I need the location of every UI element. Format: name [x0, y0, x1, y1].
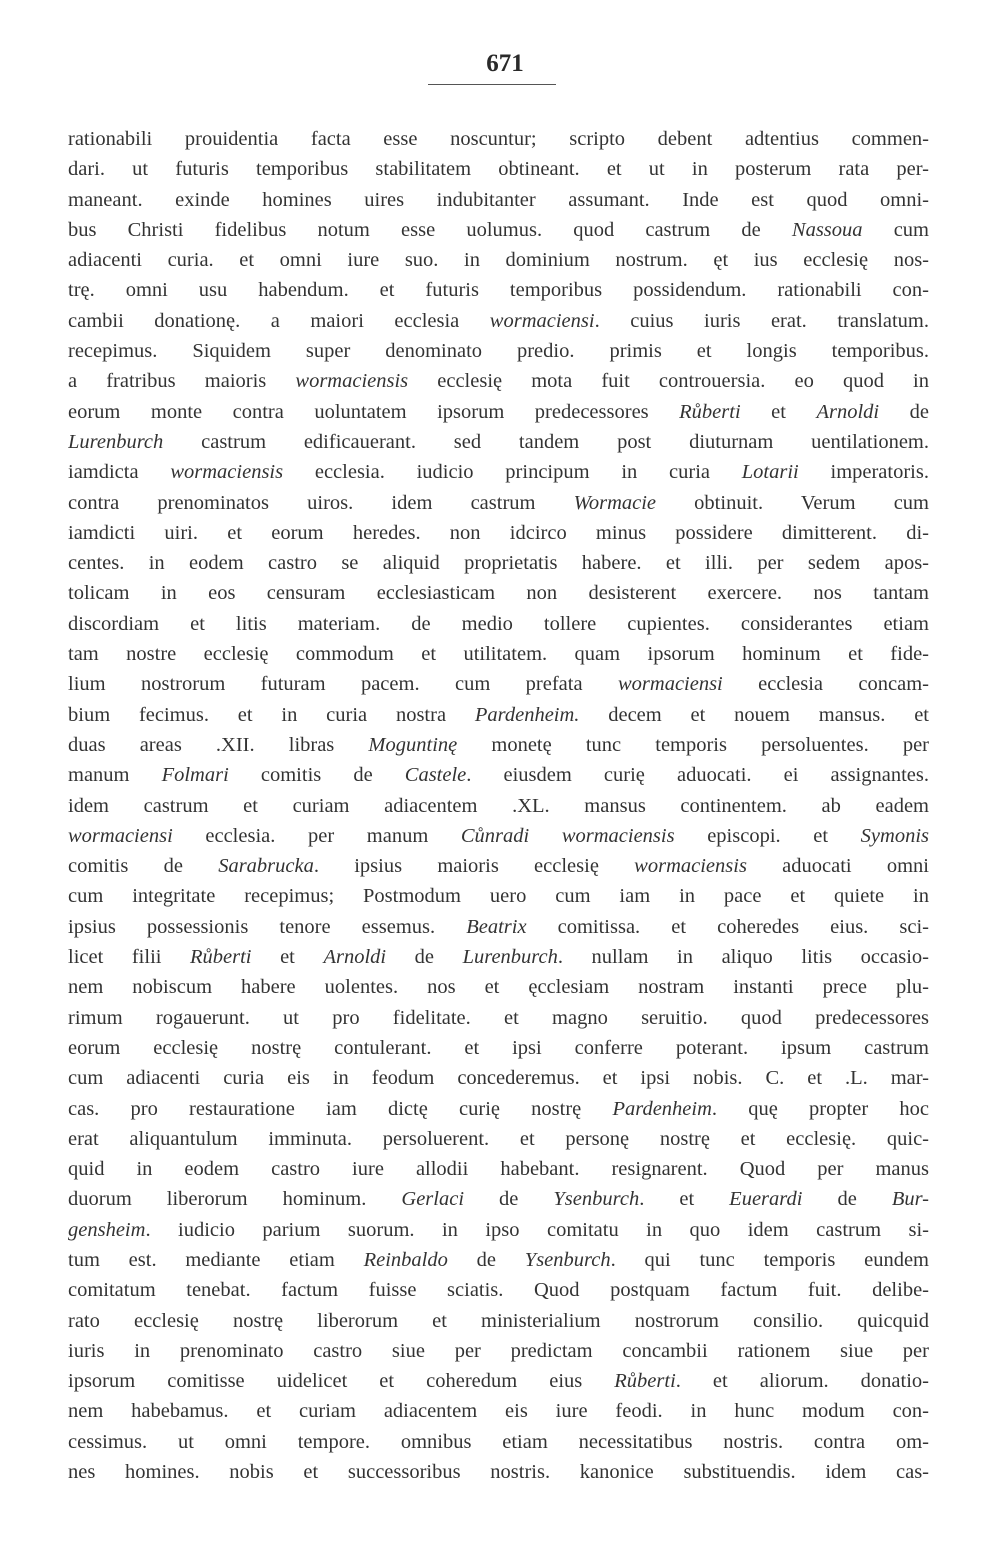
text-segment: idem castrum et curiam adiacentem .XL. mansus continentem. ab eadem [68, 794, 929, 817]
text-line [68, 1396, 929, 1426]
text-segment: lium nostrorum futuram pacem. cum prefata [68, 673, 618, 696]
text-segment: de [447, 1248, 525, 1271]
text-segment: eorum monte contra uoluntatem ipsorum predecessores [68, 400, 680, 423]
italic-name-segment: Nassoua [791, 218, 863, 241]
text-line [68, 791, 929, 821]
text-segment: eorum ecclesię nostrę contulerant. et ipsi conferre poterant. ipsum castrum [68, 1036, 929, 1059]
text-line [68, 154, 929, 184]
text-segment: . quę propter hoc [711, 1097, 929, 1120]
text-segment: cum [862, 218, 929, 241]
text-segment: de [802, 1188, 892, 1211]
text-segment: ecclesię mota fuit controuersia. eo quod in [408, 370, 929, 393]
text-segment: dari. ut futuris temporibus stabilitatem obtineant. et ut in posterum rata per- [68, 158, 929, 181]
text-segment: imperatoris. [798, 461, 929, 484]
italic-name-segment: wormaciensis [295, 370, 409, 393]
text-line [68, 881, 929, 911]
text-line [68, 275, 929, 305]
text-line [68, 851, 929, 881]
text-segment: licet filii [68, 946, 191, 969]
text-segment: cum integritate recepimus; Postmodum uero cum iam in pace et quiete in [68, 885, 929, 908]
text-line [68, 1336, 929, 1366]
italic-name-segment: Reinbaldo [363, 1248, 448, 1271]
text-segment: maneant. exinde homines uires indubitanter assumant. Inde est quod omni- [68, 188, 929, 211]
text-segment: obtinuit. Verum cum [656, 491, 929, 514]
italic-name-segment: Ysenburch [553, 1188, 640, 1211]
italic-name-segment: Růberti [190, 946, 252, 969]
text-line [68, 1124, 929, 1154]
text-segment: aduocati omni [746, 855, 929, 878]
text-segment: a fratribus maioris [68, 370, 296, 393]
text-segment: comitatum tenebat. factum fuisse sciatis. Quod postquam factum fuit. delibe- [68, 1279, 929, 1302]
text-line [68, 760, 929, 790]
text-segment: de [464, 1188, 554, 1211]
text-line [68, 1094, 929, 1124]
text-segment: . eiusdem curię aduocati. ei assignantes. [466, 764, 929, 787]
italic-name-segment: Cůnradi wormaciensis [460, 824, 675, 847]
text-segment: discordiam et litis materiam. de medio tollere cupientes. considerantes etiam [68, 612, 929, 635]
text-line [68, 821, 929, 851]
text-line [68, 548, 929, 578]
text-segment: cas. pro restauratione iam dictę curię nostrę [68, 1097, 613, 1120]
italic-name-segment: Euerardi [729, 1188, 803, 1211]
text-segment: adiacenti curia. et omni iure suo. in dominium nostrum. ęt ius ecclesię nos- [68, 249, 929, 272]
text-segment: bus Christi fidelibus notum esse uolumus. quod castrum de [68, 218, 792, 241]
text-segment: monetę tunc temporis persoluentes. per [457, 733, 929, 756]
text-line [68, 972, 929, 1002]
text-line [68, 639, 929, 669]
italic-name-segment: Lurenburch [462, 946, 558, 969]
text-line [68, 427, 929, 457]
text-segment: comitissa. et coheredes eius. sci- [526, 915, 929, 938]
italic-name-segment: Beatrix [466, 915, 527, 938]
italic-name-segment: Pardenheim. [474, 703, 580, 726]
text-line [68, 912, 929, 942]
text-line [68, 1245, 929, 1275]
text-line [68, 578, 929, 608]
italic-name-segment: gensheim [68, 1218, 146, 1241]
text-segment: iamdicta [68, 461, 171, 484]
italic-name-segment: wormaciensis [634, 855, 747, 878]
text-line [68, 366, 929, 396]
text-segment: et [740, 400, 817, 423]
text-segment: nes homines. nobis et successoribus nostris. kanonice substituendis. idem cas- [68, 1461, 929, 1484]
header-rule [428, 84, 556, 85]
italic-name-segment: Arnoldi [323, 946, 387, 969]
text-segment: ipsorum comitisse uidelicet et coheredum eius [68, 1370, 615, 1393]
italic-name-segment: Symonis [860, 824, 929, 847]
text-segment: episcopi. et [674, 824, 861, 847]
italic-name-segment: Růberti [614, 1370, 676, 1393]
text-line [68, 1215, 929, 1245]
text-segment: nem nobiscum habere uolentes. nos et ęcclesiam nostram instanti prece plu- [68, 976, 929, 999]
italic-name-segment: Moguntinę [368, 733, 458, 756]
text-segment: trę. omni usu habendum. et futuris temporibus possidendum. rationabili con- [68, 279, 929, 302]
italic-name-segment: Gerlaci [401, 1188, 465, 1211]
text-line [68, 518, 929, 548]
text-line [68, 1306, 929, 1336]
text-segment: comitis de [228, 764, 405, 787]
text-line [68, 1275, 929, 1305]
text-line [68, 336, 929, 366]
text-segment: . qui tunc temporis eundem [610, 1248, 929, 1271]
text-line [68, 488, 929, 518]
text-segment: iuris in prenominato castro siue per predictam concambii rationem siue per [68, 1339, 929, 1362]
text-segment: . nullam in aliquo litis occasio- [557, 946, 929, 969]
italic-name-segment: wormaciensi [489, 309, 595, 332]
italic-name-segment: Lurenburch [68, 430, 164, 453]
italic-name-segment: wormaciensis [170, 461, 284, 484]
text-segment: cum adiacenti curia eis in feodum concederemus. et ipsi nobis. C. et .L. mar- [68, 1067, 929, 1090]
text-segment: centes. in eodem castro se aliquid proprietatis habere. et illi. per sedem apos- [68, 552, 929, 575]
text-segment: ecclesia. iudicio principum in curia [283, 461, 742, 484]
text-segment: tolicam in eos censuram ecclesiasticam non desisterent exercere. nos tantam [68, 582, 929, 605]
text-segment: tam nostre ecclesię commodum et utilitatem. quam ipsorum hominum et fide- [68, 643, 929, 666]
text-line [68, 124, 929, 154]
text-line [68, 306, 929, 336]
text-segment: bium fecimus. et in curia nostra [68, 703, 475, 726]
text-segment: duorum liberorum hominum. [68, 1188, 402, 1211]
text-line [68, 1154, 929, 1184]
text-line [68, 245, 929, 275]
italic-name-segment: Ysenburch [524, 1248, 611, 1271]
text-segment: nem habebamus. et curiam adiacentem eis iure feodi. in hunc modum con- [68, 1400, 929, 1423]
text-segment: quid in eodem castro iure allodii habebant. resignarent. Quod per manus [68, 1158, 929, 1181]
text-segment: recepimus. Siquidem super denominato predio. primis et longis temporibus. [68, 340, 929, 363]
text-line [68, 1366, 929, 1396]
text-segment: erat aliquantulum imminuta. persoluerent. et personę nostrę et ecclesię. quic- [68, 1127, 929, 1150]
text-segment: . ipsius maioris ecclesię [313, 855, 635, 878]
text-segment: et [251, 946, 324, 969]
text-segment: . et [639, 1188, 730, 1211]
text-line [68, 1033, 929, 1063]
text-segment: manum [68, 764, 162, 787]
text-segment: ecclesia. per manum [172, 824, 461, 847]
italic-name-segment: wormaciensi [617, 673, 723, 696]
italic-name-segment: wormaciensi [68, 824, 173, 847]
text-line [68, 700, 929, 730]
text-segment: de [386, 946, 463, 969]
page-number: 671 [486, 50, 524, 77]
text-segment: iamdicti uiri. et eorum heredes. non idcirco minus possidere dimitterent. di- [68, 521, 929, 544]
text-line [68, 1003, 929, 1033]
text-line [68, 669, 929, 699]
text-segment: cambii donationę. a maiori ecclesia [68, 309, 490, 332]
italic-name-segment: Folmari [161, 764, 229, 787]
italic-name-segment: Arnoldi [816, 400, 880, 423]
text-line [68, 185, 929, 215]
text-segment: tum est. mediante etiam [68, 1248, 364, 1271]
body-text [68, 124, 929, 1487]
italic-name-segment: Sarabrucka [218, 855, 314, 878]
italic-name-segment: Bur- [891, 1188, 929, 1211]
text-line [68, 1427, 929, 1457]
text-segment: duas areas .XII. libras [68, 733, 369, 756]
text-segment: ipsius possessionis tenore essemus. [68, 915, 467, 938]
text-segment: comitis de [68, 855, 219, 878]
text-segment: rato ecclesię nostrę liberorum et ministerialium nostrorum consilio. quicquid [68, 1309, 929, 1332]
text-segment: cessimus. ut omni tempore. omnibus etiam necessitatibus nostris. contra om- [68, 1430, 929, 1453]
italic-name-segment: Castele [404, 764, 467, 787]
text-segment: de [879, 400, 929, 423]
text-line [68, 1457, 929, 1487]
text-segment: . et aliorum. donatio- [675, 1370, 929, 1393]
text-segment: castrum edificauerant. sed tandem post diuturnam uentilationem. [163, 430, 929, 453]
italic-name-segment: Wormacie [573, 491, 657, 514]
text-line [68, 609, 929, 639]
text-line [68, 1063, 929, 1093]
text-segment: . iudicio parium suorum. in ipso comitatu in quo idem castrum si- [145, 1218, 929, 1241]
italic-name-segment: Lotarii [741, 461, 799, 484]
text-segment: decem et nouem mansus. et [579, 703, 929, 726]
text-line [68, 942, 929, 972]
text-line [68, 397, 929, 427]
text-line [68, 1184, 929, 1214]
text-line [68, 457, 929, 487]
text-line [68, 215, 929, 245]
italic-name-segment: Pardenheim [612, 1097, 712, 1120]
italic-name-segment: Růberti [679, 400, 741, 423]
text-segment: ecclesia concam- [722, 673, 929, 696]
text-line [68, 730, 929, 760]
text-segment: rimum rogauerunt. ut pro fidelitate. et magno seruitio. quod predecessores [68, 1006, 929, 1029]
text-segment: rationabili prouidentia facta esse noscuntur; scripto debent adtentius commen- [68, 128, 929, 150]
text-segment: . cuius iuris erat. translatum. [594, 309, 929, 332]
text-segment: contra prenominatos uiros. idem castrum [68, 491, 574, 514]
